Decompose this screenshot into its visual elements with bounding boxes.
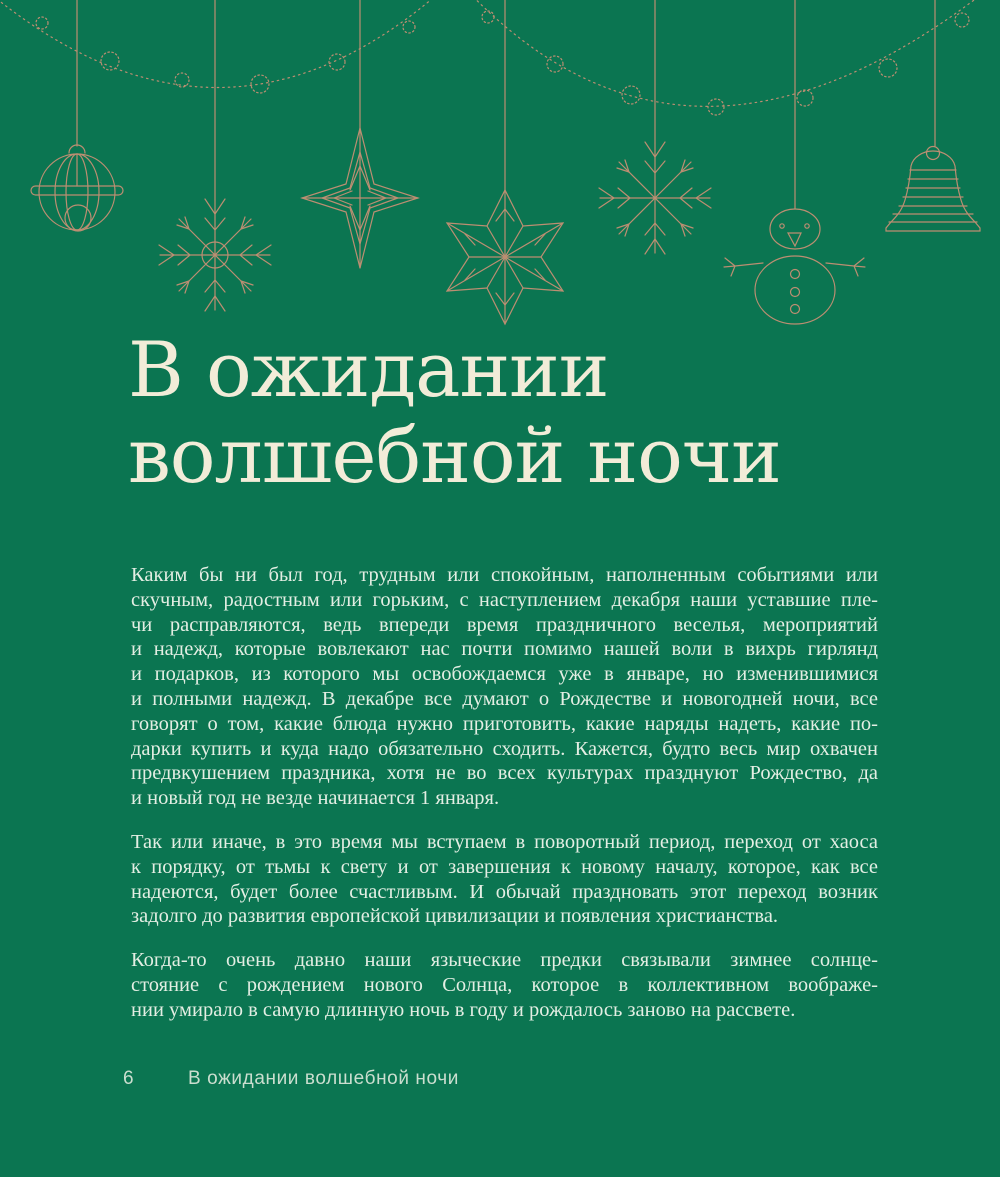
paragraph: [131, 563, 878, 811]
text-line: Каким бы ни был год, трудным или спокойным, наполненным событиями или: [131, 564, 878, 586]
chapter-title: [128, 327, 781, 499]
body-text: [131, 563, 878, 1042]
text-line: и новый год не везде начинается 1 января.: [131, 787, 500, 810]
text-line: говорят о том, какие блюда нужно приготовить, какие наряды надеть, какие по-: [131, 712, 878, 735]
text-line: скучным, радостным или горьким, с наступлением декабря наши уставшие пле-: [131, 588, 878, 611]
text-line: и надежд, которые вовлекают нас почти помимо нашей воли в вихрь гирлянд: [131, 638, 878, 661]
four-point-star-icon: [302, 128, 418, 268]
page-number: 6: [123, 1068, 135, 1089]
six-point-star-icon: [447, 190, 563, 324]
text-line: нии умирало в самую длинную ночь в году и рождалось заново на рассвете.: [131, 998, 796, 1021]
snowflake-icon: [159, 199, 271, 311]
running-title: В ожидании волшебной ночи: [188, 1068, 459, 1089]
text-line: надеются, будет более счастливым. И обычай праздновать этот переход возник: [131, 880, 878, 903]
text-line: Так или иначе, в это время мы вступаем в поворотный период, переход от хаоса: [131, 830, 878, 853]
text-line: чи расправляются, ведь впереди время праздничного веселья, мероприятий: [131, 613, 878, 636]
hanging-string-icon: [77, 0, 935, 209]
snowman-icon: [724, 209, 865, 324]
text-line: к порядку, от тьмы к свету и от завершения к новому началу, которое, как все: [131, 855, 878, 878]
text-line: и подарков, из которого мы освобождаемся уже в январе, но изменившимися: [131, 663, 878, 686]
text-line: Когда-то очень давно наши языческие предки связывали зимнее солнце-: [131, 949, 878, 972]
text-line: дарки купить и куда надо обязательно сходить. Кажется, будто весь мир охвачен: [131, 737, 878, 760]
paragraph: [131, 830, 878, 929]
page-footer: [123, 1068, 459, 1090]
jingle-bell-icon: [31, 145, 123, 231]
ornaments-header: [0, 0, 1000, 345]
text-line: и полными надежд. В декабре все думают о Рождестве и новогодней ночи, все: [131, 687, 878, 710]
text-line: задолго до развития европейской цивилизации и появления христианства.: [131, 905, 779, 928]
snowflake-icon: [599, 142, 711, 254]
chapter-title-line2: волшебной ночи: [128, 411, 781, 500]
garland-bead-icon: [36, 11, 969, 115]
bell-icon: [886, 147, 980, 232]
text-line: предвкушением праздника, хотя не во всех культурах празднуют Рождество, да: [131, 762, 878, 785]
paragraph: [131, 948, 878, 1022]
chapter-title-line1: В ожидании: [128, 325, 609, 414]
text-line: стояние с рождением нового Солнца, которое в коллективном воображе-: [131, 973, 878, 996]
garland-swag-icon: [0, 0, 1000, 106]
